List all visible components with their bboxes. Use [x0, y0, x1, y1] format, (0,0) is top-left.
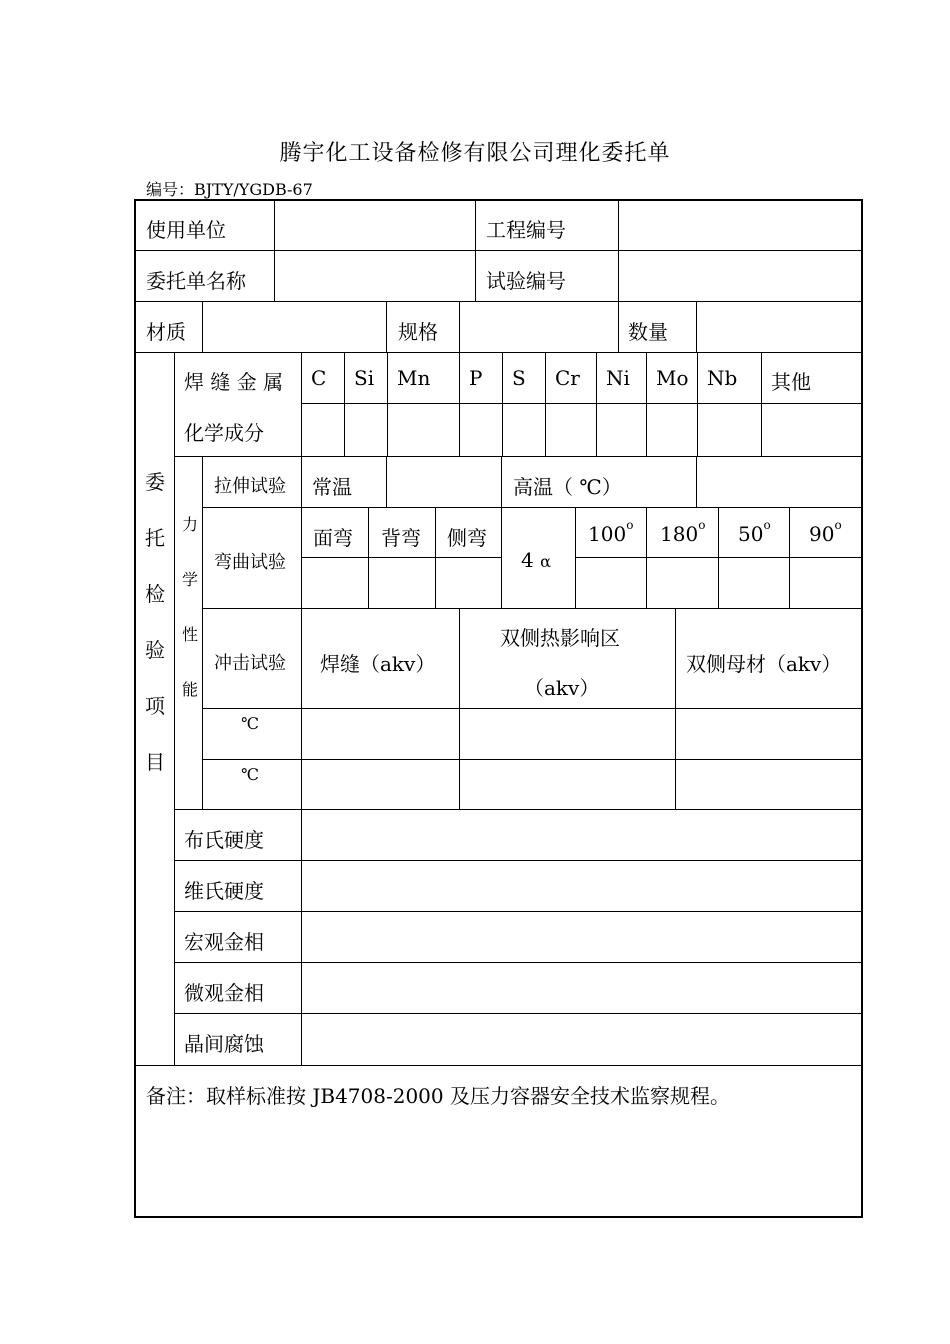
- bend-angle-value: 50: [738, 522, 764, 546]
- element-header: Ni: [606, 366, 630, 390]
- spec-label: 规格: [398, 320, 438, 344]
- impact-test-label: 冲击试验: [214, 653, 286, 674]
- bend-type-side: 侧弯: [447, 526, 487, 550]
- bend-diameter: [521, 548, 551, 572]
- impact-weld-header: 焊缝（akv）: [320, 652, 436, 676]
- document-number: 编号：BJTY/YGDB-67: [146, 180, 313, 199]
- bend-diameter-value: 4: [521, 548, 534, 572]
- bend-angle-value: 180: [660, 522, 699, 546]
- mech-char: 力: [181, 515, 198, 534]
- form-title: 腾宇化工设备检修有限公司理化委托单: [279, 141, 671, 166]
- section-char: 项: [145, 694, 165, 718]
- impact-temp-unit: ℃: [241, 714, 259, 733]
- mech-char: 性: [181, 625, 198, 644]
- remarks-text: 备注：取样标准按 JB4708-2000 及压力容器安全技术监察规程。: [146, 1084, 730, 1108]
- element-header: S: [512, 366, 526, 390]
- chem-label-line1: 焊 缝 金 属: [184, 370, 284, 394]
- element-header: 其他: [771, 370, 811, 394]
- section-char: 托: [145, 526, 165, 550]
- element-header: Mo: [656, 366, 689, 390]
- section-char: 委: [145, 470, 165, 494]
- alpha-symbol: α: [540, 552, 551, 571]
- material-label: 材质: [146, 320, 186, 344]
- tensile-high-temp: 高温（ ℃）: [513, 475, 622, 499]
- mechanical-properties-label: [178, 512, 202, 700]
- element-header: C: [311, 366, 327, 390]
- intergranular-corrosion-label: 晶间腐蚀: [184, 1032, 264, 1056]
- test-no-label: 试验编号: [486, 269, 566, 293]
- degree-mark: o: [698, 518, 706, 532]
- mech-char: 能: [181, 680, 198, 699]
- impact-haz-header-line1: 双侧热影响区: [500, 626, 620, 650]
- macro-metallography-label: 宏观金相: [184, 930, 264, 954]
- bend-angle-value: 90: [809, 522, 835, 546]
- impact-temp-unit: ℃: [241, 765, 259, 784]
- element-header: Cr: [555, 366, 580, 390]
- section-char: 检: [145, 582, 165, 606]
- section-char: 目: [145, 750, 165, 774]
- bend-test-label: 弯曲试验: [214, 552, 286, 573]
- bend-angle: [660, 518, 706, 546]
- bend-angle: [588, 518, 634, 546]
- impact-base-header: 双侧母材（akv）: [686, 652, 842, 676]
- user-unit-label: 使用单位: [146, 218, 226, 242]
- project-no-label: 工程编号: [486, 218, 566, 242]
- micro-metallography-label: 微观金相: [184, 981, 264, 1005]
- mech-char: 学: [181, 570, 198, 589]
- element-header: Nb: [707, 366, 738, 390]
- element-header: Si: [354, 366, 375, 390]
- degree-mark: o: [763, 518, 771, 532]
- quantity-label: 数量: [628, 320, 668, 344]
- bend-angle: [738, 518, 771, 546]
- element-header: P: [469, 366, 483, 390]
- tensile-test-label: 拉伸试验: [214, 476, 286, 497]
- bend-angle: [809, 518, 842, 546]
- bend-angle-value: 100: [588, 522, 627, 546]
- degree-mark: o: [626, 518, 634, 532]
- brinell-hardness-label: 布氏硬度: [184, 828, 264, 852]
- section-char: 验: [145, 638, 165, 662]
- bend-type-back: 背弯: [381, 526, 421, 550]
- inspection-items-label: [140, 466, 170, 775]
- element-header: Mn: [397, 366, 431, 390]
- chem-label-line2: 化学成分: [184, 421, 264, 445]
- vickers-hardness-label: 维氏硬度: [184, 879, 264, 903]
- commission-name-label: 委托单名称: [146, 269, 246, 293]
- degree-mark: o: [834, 518, 842, 532]
- impact-haz-header-line2: （akv）: [524, 676, 600, 700]
- bend-type-face: 面弯: [313, 526, 353, 550]
- tensile-normal-temp: 常温: [312, 475, 352, 499]
